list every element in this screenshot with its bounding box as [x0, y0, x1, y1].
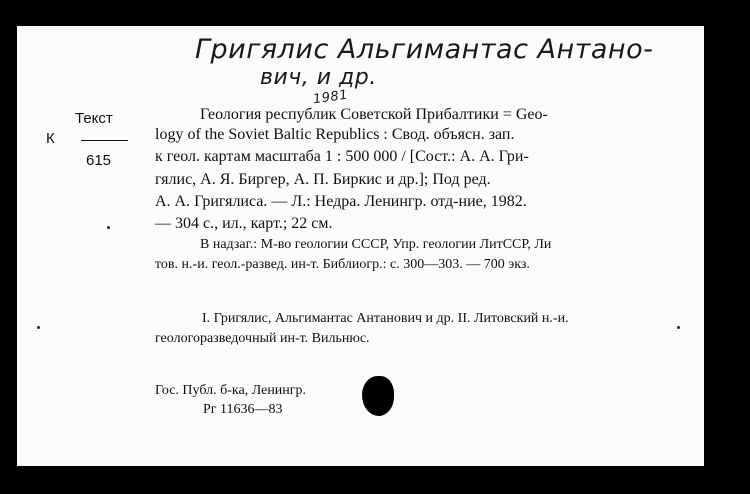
speck: [107, 226, 110, 229]
ink-blot: [362, 376, 394, 416]
body-line: logy of the Soviet Baltic Republics : Свод. объясн. зап.: [155, 126, 515, 143]
handwritten-author-line-1: Григялис Альгимантас Антано-: [195, 34, 654, 65]
library-line: Гос. Публ. б-ка, Ленингр.: [155, 383, 307, 398]
handwritten-author-line-2: вич, и др.: [260, 65, 377, 90]
speck: [677, 326, 680, 329]
tracing-line: I. Григялис, Альгимантас Антанович и др. II. Литовский н.-и.: [202, 311, 569, 326]
catalog-card: [17, 26, 704, 466]
body-line: — 304 с., ил., карт.; 22 см.: [155, 215, 333, 232]
shelf-mark-number: 615: [86, 152, 112, 169]
tracing-line: геологоразведочный ин-т. Вильнюс.: [155, 331, 370, 346]
body-line: гялис, А. Я. Биргер, А. П. Биркис и др.]; Под ред.: [155, 171, 491, 188]
body-line: к геол. картам масштаба 1 : 500 000 / [Сост.: А. А. Гри-: [155, 148, 529, 165]
library-number: Рг 11636—83: [203, 402, 283, 417]
shelf-mark-divider: [81, 140, 128, 141]
notes-line: тов. н.-и. геол.-развед. ин-т. Библиогр.: с. 300—303. — 700 экз.: [155, 257, 530, 272]
shelf-mark-class: К: [46, 130, 55, 147]
body-line: Геология республик Советской Прибалтики = Geo-: [200, 106, 548, 123]
shelf-mark-label: Текст: [75, 110, 113, 127]
notes-line: В надзаг.: М-во геологии СССР, Упр. геологии ЛитССР, Ли: [200, 237, 552, 252]
body-line: А. А. Григялиса. — Л.: Недра. Ленингр. отд-ние, 1982.: [155, 193, 527, 210]
speck: [37, 326, 40, 329]
handwritten-year: 1981: [312, 87, 349, 108]
